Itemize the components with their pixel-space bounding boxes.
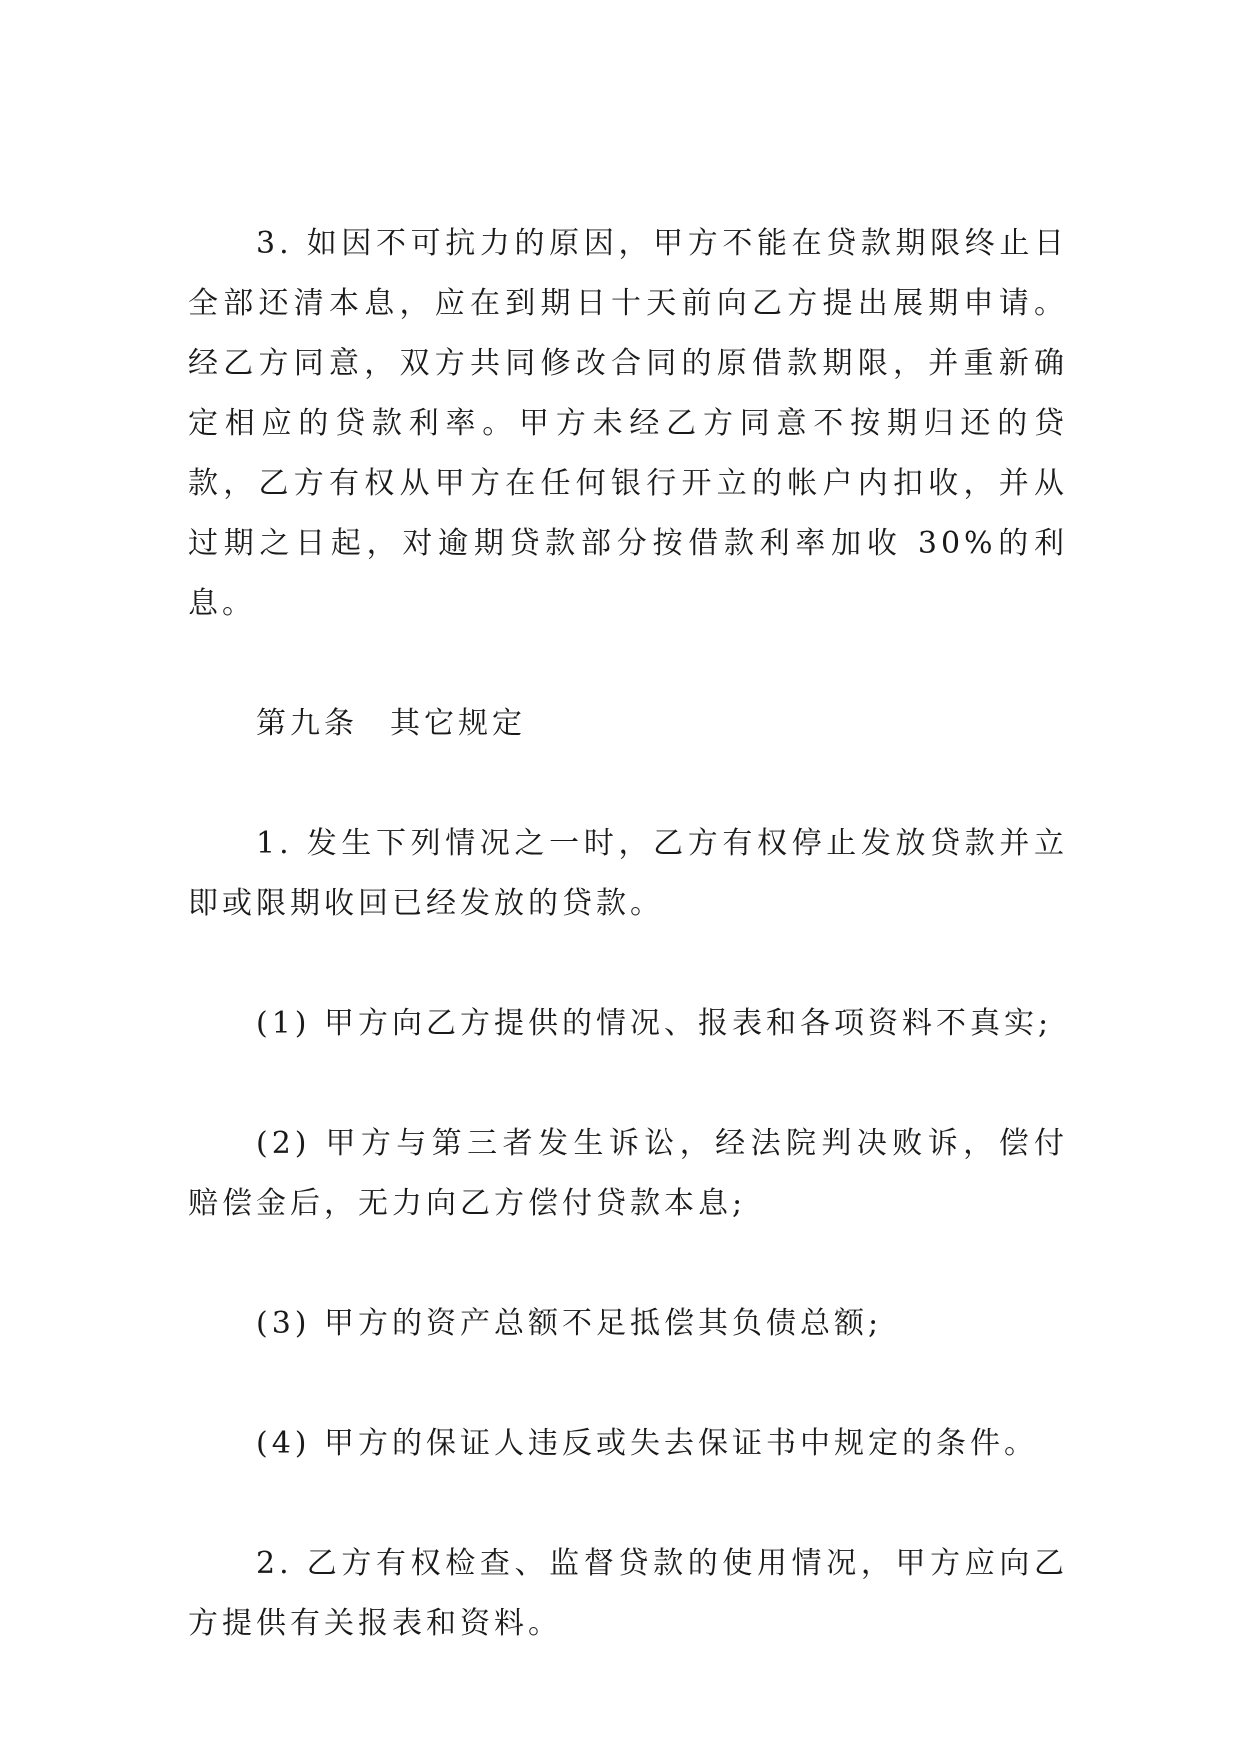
paragraph-subitem-2: (2) 甲方与第三者发生诉讼，经法院判决败诉，偿付赔偿金后，无力向乙方偿付贷款本息; <box>188 1126 1068 1221</box>
article-heading <box>188 694 1068 754</box>
paragraph-gap <box>188 754 1068 814</box>
document-body <box>188 214 1068 1654</box>
paragraph-subitem-3: (3) 甲方的资产总额不足抵偿其负债总额; <box>256 1306 883 1341</box>
paragraph-item-2: 2. 乙方有权检查、监督贷款的使用情况，甲方应向乙方提供有关报表和资料。 <box>188 1546 1068 1641</box>
paragraph-gap <box>188 934 1068 994</box>
paragraph-subitem-1: (1) 甲方向乙方提供的情况、报表和各项资料不真实; <box>256 1006 1053 1041</box>
paragraph-clause-3: 3. 如因不可抗力的原因，甲方不能在贷款期限终止日全部还清本息，应在到期日十天前向乙方提出展期申请。经乙方同意，双方共同修改合同的原借款期限，并重新确定相应的贷款利率。甲方未经乙方同意不按期归还的贷款，乙方有权从甲方在任何银行开立的帐户内扣收，并从过期之日起，对逾期贷款部分按借款利率加收 30%的利息。 <box>188 226 1068 621</box>
paragraph-gap <box>188 1054 1068 1114</box>
paragraph-gap <box>188 1354 1068 1414</box>
paragraph-gap <box>188 1234 1068 1294</box>
paragraph-subitem-4: (4) 甲方的保证人违反或失去保证书中规定的条件。 <box>256 1426 1039 1461</box>
article-number: 第九条 <box>256 706 358 741</box>
paragraph-gap <box>188 1474 1068 1534</box>
article-title: 其它规定 <box>390 706 526 741</box>
paragraph-item-1: 1. 发生下列情况之一时，乙方有权停止发放贷款并立即或限期收回已经发放的贷款。 <box>188 826 1068 921</box>
paragraph-gap <box>188 634 1068 694</box>
